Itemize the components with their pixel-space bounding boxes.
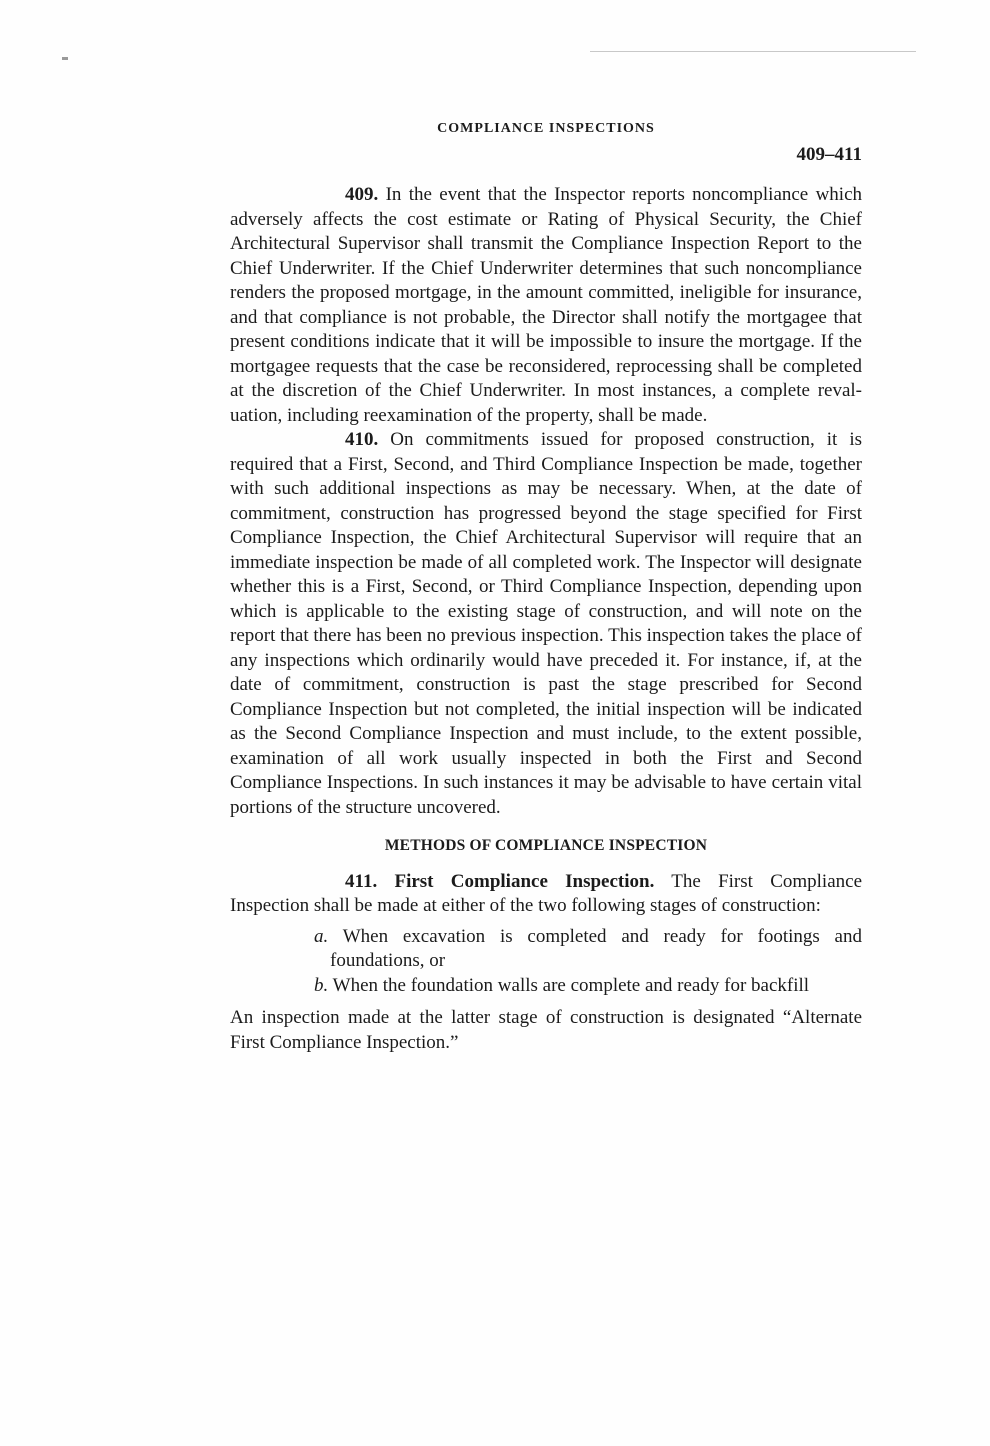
paragraph-text: In the event that the Inspector reports noncompliance which adversely affects the cost estimate or Rating of Physical Security, the Chief Architectural Supervisor shall transmit the Compliance Inspection Report to the Chief Underwriter. If the Chief Underwriter determines that such noncompliance renders the proposed mortgage, in the amount committed, ineligible for insurance, and that compliance is not probable, the Director shall notify the mortgagee that present conditions indicate that it will be impossible to insure the mortgage. If the mortgagee requests that the case be reconsidered, reprocessing shall be completed at the discretion of the Chief Underwriter. In most instances, a complete revaluation, including reexamination of the property, shall be made.	[230, 184, 862, 426]
paragraph-text: On commitments issued for proposed construction, it is required that a First, Second, and Third Compliance Inspection be made, together with such additional inspections as may be necessary. When, at the date of commitment, construction has progressed beyond the stage specified for First Compliance Inspection, the Chief Architectural Supervisor will require that an immediate inspection be made of all completed work. The Inspector will designate whether this is a First, Second, or Third Compliance Inspection, depending upon which is applicable to the existing stage of construction, and will note on the report that there has been no previous inspection. This inspection takes the place of any inspections which ordinarily would have preceded it. For instance, if, at the date of commitment, construction is past the stage prescribed for Second Compliance Inspection but not completed, the initial inspection will be indicated as the Second Compliance Inspection and must include, to the extent possible, examination of all work usually inspected in both the First and Second Compliance Inspections. In such instances it may be advisable to have certain vital portions of the structure uncovered.	[230, 429, 862, 818]
paragraph-number: 411.	[345, 870, 378, 892]
scan-mark-top-left	[62, 57, 68, 60]
paragraph-409	[230, 183, 862, 428]
stage-list	[230, 925, 862, 999]
paragraph-number: 410.	[345, 429, 379, 450]
section-heading: METHODS OF COMPLIANCE INSPECTION	[384, 837, 708, 854]
scan-mark-top-right-line	[590, 51, 916, 52]
paragraph-text: The First Compliance Inspection shall be made at either of the two following stages of construction:	[230, 870, 862, 916]
running-title: COMPLIANCE INSPECTIONS	[437, 121, 655, 136]
closing-sentence: An inspection made at the latter stage of construction is designated “Alternate First Compliance Inspection.”	[230, 1007, 862, 1053]
list-item-text: When the foundation walls are complete and ready for backfill	[328, 974, 810, 996]
list-item	[230, 974, 862, 999]
body-text	[230, 183, 862, 1055]
list-item-text: When excavation is completed and ready for footings and foundations, or	[328, 925, 862, 971]
list-item	[230, 925, 862, 974]
list-letter: a.	[314, 925, 329, 947]
paragraph-410	[230, 428, 862, 820]
page-range: 409–411	[796, 144, 862, 165]
paragraph-411	[230, 870, 862, 919]
list-letter: b.	[314, 974, 329, 996]
paragraph-number: 409.	[345, 184, 379, 205]
run-in-title: First Compliance Inspection.	[377, 870, 655, 892]
